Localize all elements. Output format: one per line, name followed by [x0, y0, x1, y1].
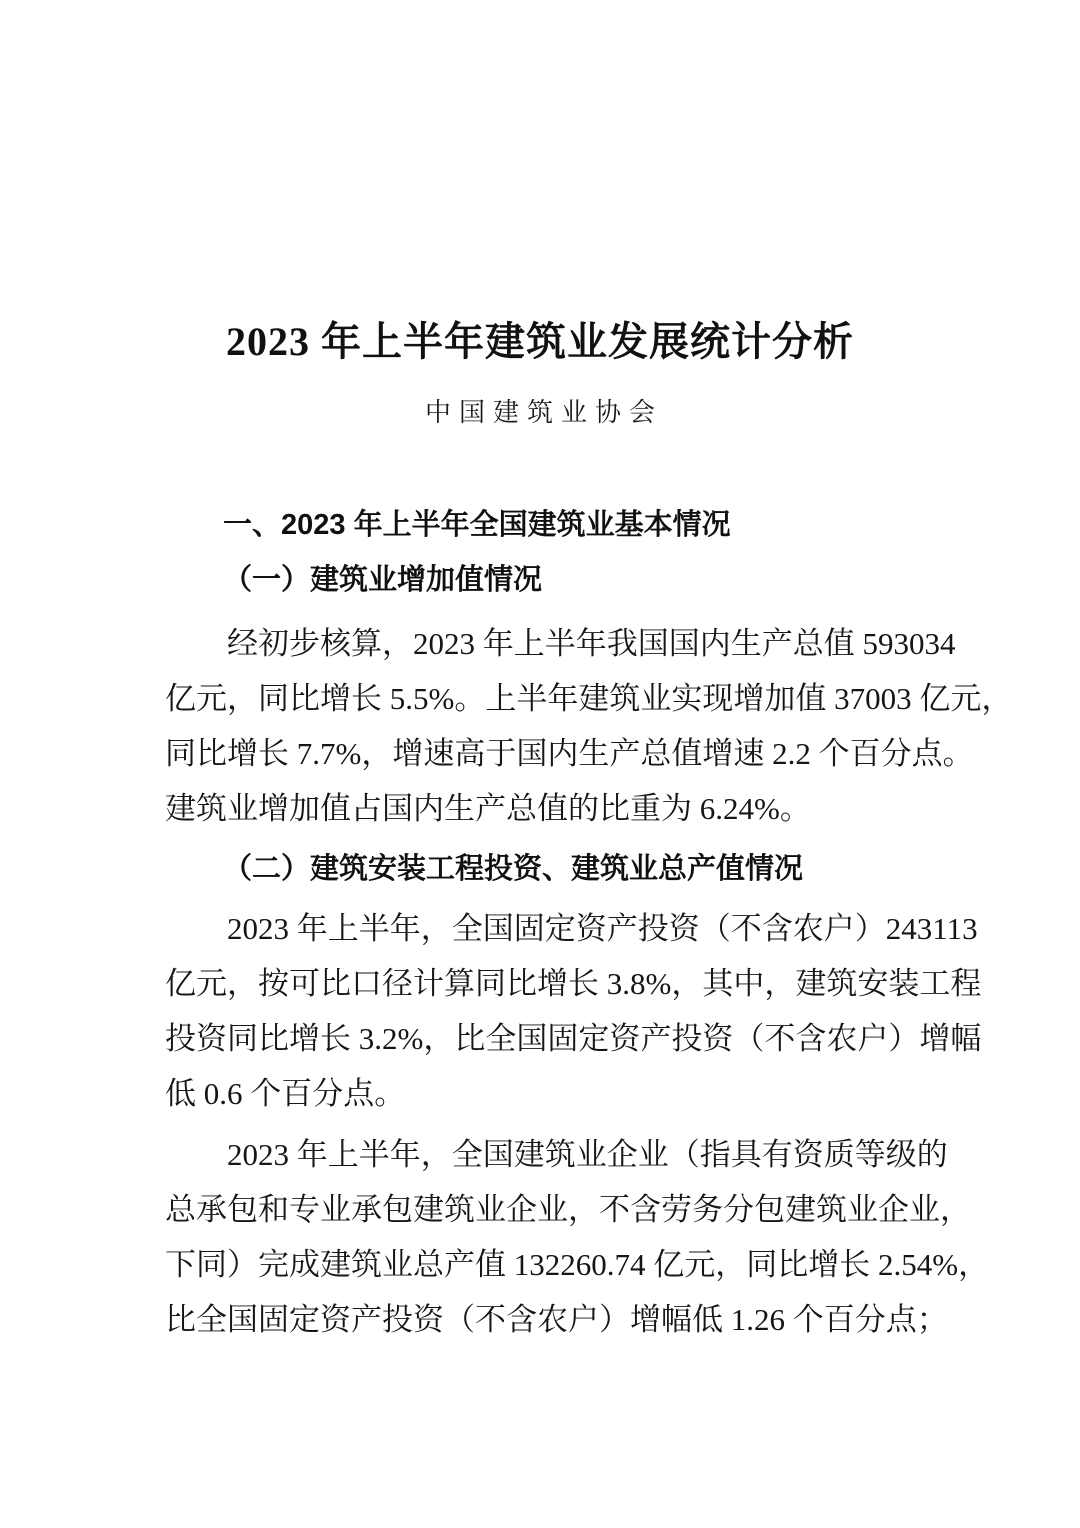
subsection-heading-1: （一）建筑业增加值情况 [223, 564, 543, 596]
text-line: 2023 年上半年，全国建筑业企业（指具有资质等级的 [227, 1137, 948, 1172]
document-title: 2023 年上半年建筑业发展统计分析 [226, 319, 854, 364]
section-heading: 一、2023 年上半年全国建筑业基本情况 [223, 509, 731, 541]
text-line: 同比增长 7.7%，增速高于国内生产总值增速 2.2 个百分点。 [165, 736, 974, 771]
paragraph-3 [165, 1127, 990, 1347]
text-line: 建筑业增加值占国内生产总值的比重为 6.24%。 [165, 791, 811, 826]
paragraph-1 [165, 616, 1013, 836]
text-line: 投资同比增长 3.2%，比全国固定资产投资（不含农户）增幅 [165, 1021, 982, 1056]
paragraph-2 [165, 901, 982, 1121]
document-body [165, 498, 1013, 1347]
text-line: 2023 年上半年，全国固定资产投资（不含农户）243113 [227, 911, 978, 946]
document-subtitle: 中国建筑业协会 [424, 398, 663, 427]
text-line: 亿元，按可比口径计算同比增长 3.8%，其中，建筑安装工程 [165, 966, 982, 1001]
subsection-heading-2: （二）建筑安装工程投资、建筑业总产值情况 [223, 853, 804, 885]
text-line: 比全国固定资产投资（不含农户）增幅低 1.26 个百分点； [165, 1302, 948, 1337]
text-line: 经初步核算，2023 年上半年我国国内生产总值 593034 [227, 626, 956, 661]
text-line: 亿元，同比增长 5.5%。上半年建筑业实现增加值 37003 亿元， [165, 681, 1013, 716]
text-line: 低 0.6 个百分点。 [165, 1076, 406, 1111]
text-line: 下同）完成建筑业总产值 132260.74 亿元，同比增长 2.54%， [165, 1247, 990, 1282]
text-line: 总承包和专业承包建筑业企业，不含劳务分包建筑业企业， [165, 1192, 971, 1227]
